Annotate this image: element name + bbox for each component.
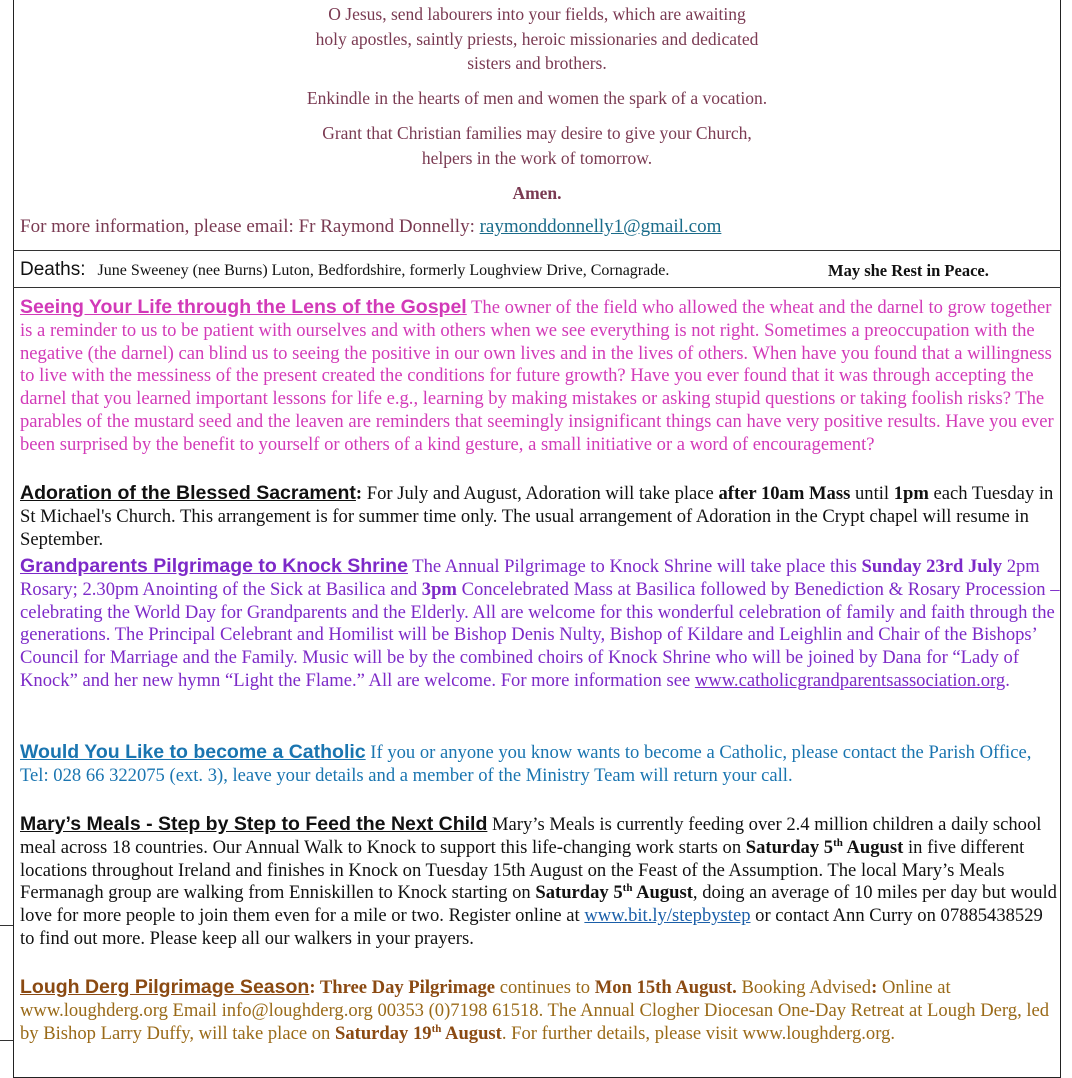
- deaths-rest: May she Rest in Peace.: [828, 261, 989, 280]
- prayer-amen: Amen.: [512, 183, 562, 203]
- divider: [13, 287, 1061, 288]
- knock-text: The Annual Pilgrimage to Knock Shrine will take place this: [407, 556, 862, 577]
- catholic-heading: Would You Like to become a Catholic: [20, 741, 366, 763]
- deaths-heading: Deaths: [20, 259, 81, 280]
- adoration-heading: Adoration of the Blessed Sacrament: [20, 482, 356, 504]
- adoration-colon: :: [355, 483, 363, 504]
- lough-derg-colon: :: [871, 977, 878, 998]
- divider: [13, 250, 1061, 251]
- knock-text: .: [1005, 669, 1010, 691]
- marys-meals-section: [20, 813, 1060, 951]
- lough-derg-section: [20, 976, 1060, 1045]
- marys-meals-text: , doing an average of 10 miles per day but would love for more people to join them even for a mile or two. Register online at: [20, 882, 1057, 927]
- email-link[interactable]: raymonddonnelly1@gmail.com: [479, 216, 722, 237]
- lough-derg-retreat-date: Saturday 19: [335, 1022, 432, 1044]
- adoration-text: For July and August, Adoration will take place: [362, 483, 719, 504]
- gospel-body: The owner of the field who allowed the wheat and the darnel to grow together is a reminder to us to be patient with ourselves and with others when we see everything is not right. Sometimes a preoccupation with the negative (the darnel) can blind us to seeing the positive in our own lives and in the lives of others. When have you found that a willingness to live with the messiness of the present created the conditions for future growth? Have you ever found that it was through accepting the darnel that you learned important lessons for life e.g., learning by making mistakes or asking stupid questions or taking foolish risks? The parables of the mustard seed and the leaven are reminders that seemingly insignificant things can have very positive results. Have you ever been surprised by the benefit to yourself or others of a kind gesture, a small initiative or a word of encouragement?: [20, 297, 1054, 455]
- ordinal-suffix: th: [833, 836, 843, 849]
- lough-derg-pilgrimage: Three Day Pilgrimage: [315, 977, 496, 998]
- lough-derg-month: August: [441, 1022, 502, 1044]
- adoration-section: [20, 482, 1060, 551]
- prayer-line: O Jesus, send labourers into your fields, which are awaiting: [328, 4, 746, 24]
- knock-heading: Grandparents Pilgrimage to Knock Shrine: [20, 555, 408, 577]
- step-by-step-link[interactable]: www.bit.ly/stepbystep: [584, 905, 751, 927]
- knock-date: Sunday 23rd July: [861, 556, 1003, 577]
- prayer-line: sisters and brothers.: [467, 53, 607, 73]
- ordinal-suffix: th: [431, 1022, 442, 1035]
- prayer-line: helpers in the work of tomorrow.: [421, 147, 653, 168]
- marys-meals-text: or contact Ann Curry on 07885438529 to find out more. Please keep all our walkers in your prayers.: [20, 905, 1043, 949]
- ordinal-suffix: th: [622, 882, 633, 895]
- lough-derg-text: Online at www.loughderg.org Email info@loughderg.org 00353 (0)7198 61518. The Annual Clogher Diocesan One-Day Retreat at Lough Derg, led by Bishop Larry Duffy, will take place on: [20, 977, 1050, 1044]
- lough-derg-colon: :: [309, 977, 316, 998]
- lough-derg-text: Booking Advised: [736, 977, 872, 998]
- lough-derg-heading: Lough Derg Pilgrimage Season: [20, 976, 310, 998]
- knock-mass-time: 3pm: [421, 578, 457, 600]
- knock-section: [20, 555, 1060, 693]
- margin-tick: [0, 1040, 13, 1041]
- lough-derg-text: . For further details, please visit www.loughderg.org.: [501, 1022, 896, 1044]
- adoration-text: each Tuesday in St Michael's Church. This arrangement is for summer time only. The usual arrangement of Adoration in the Crypt chapel will resume in September.: [20, 483, 1054, 550]
- deaths-text: June Sweeney (nee Burns) Luton, Bedfordshire, formerly Loughview Drive, Cornagrade.: [97, 262, 670, 279]
- margin-tick: [0, 925, 13, 926]
- marys-meals-date: Saturday 5: [745, 836, 834, 858]
- prayer-paragraph-2: Enkindle in the hearts of men and women the spark of a vocation.: [306, 88, 768, 108]
- catholic-body: If you or anyone you know wants to become a Catholic, please contact the Parish Office, Tel: 028 66 322075 (ext. 3), leave your details and a member of the Ministry Team will return your call.: [20, 742, 1032, 786]
- prayer-paragraph-3: [14, 121, 1060, 170]
- adoration-end-time: 1pm: [893, 483, 929, 504]
- grandparents-association-link[interactable]: www.catholicgrandparentsassociation.org: [694, 669, 1006, 691]
- prayer-line: Grant that Christian families may desire to give your Church,: [322, 123, 752, 143]
- prayer-paragraph-1: [14, 2, 1060, 76]
- knock-text: Concelebrated Mass at Basilica followed by Benediction & Rosary Procession – celebrating the World Day for Grandparents and the Elderly. All are welcome for this wonderful celebration of family and faith through the generations. The Principal Celebrant and Homilist will be Bishop Denis Nulty, Bishop of Kildare and Leighlin and Chair of the Bishops’ Council for Marriage and the Family. Music will be by the combined choirs of Knock Shrine who will be joined by Dana for “Lady of Knock” and her new hymn “Light the Flame.” All are welcome. For more information see: [20, 578, 1060, 691]
- adoration-time: after 10am Mass: [718, 483, 851, 504]
- lough-derg-date: Mon 15th August.: [594, 977, 737, 998]
- marys-meals-date: Saturday 5: [535, 882, 623, 904]
- marys-meals-text: in five different locations throughout Ireland and finishes in Knock on Tuesday 15th August on the Feast of the Assumption. The local Mary’s Meals Fermanagh group are walking from Enniskillen to Knock starting on: [20, 836, 1025, 904]
- adoration-text: until: [850, 483, 894, 504]
- prayer-line: holy apostles, saintly priests, heroic missionaries and dedicated: [315, 28, 759, 49]
- deaths-colon: :: [80, 259, 86, 280]
- deaths-notice: [20, 259, 1055, 281]
- marys-meals-month: August: [842, 836, 904, 858]
- gospel-heading: Seeing Your Life through the Lens of the Gospel: [20, 296, 467, 318]
- marys-meals-text: Mary’s Meals is currently feeding over 2.4 million children a daily school meal across 18 countries. Our Annual Walk to Knock to support this life-changing work starts on: [20, 814, 1042, 858]
- catholic-section: [20, 741, 1060, 788]
- more-info-line: [20, 216, 721, 238]
- knock-text: 2pm Rosary; 2.30pm Anointing of the Sick at Basilica and: [20, 556, 1040, 600]
- lough-derg-text: continues to: [495, 977, 595, 998]
- marys-meals-month: August: [632, 882, 693, 904]
- gospel-section: [20, 296, 1060, 457]
- marys-meals-heading: Mary’s Meals - Step by Step to Feed the Next Child: [20, 813, 488, 835]
- more-info-text: For more information, please email: Fr Raymond Donnelly:: [20, 216, 480, 237]
